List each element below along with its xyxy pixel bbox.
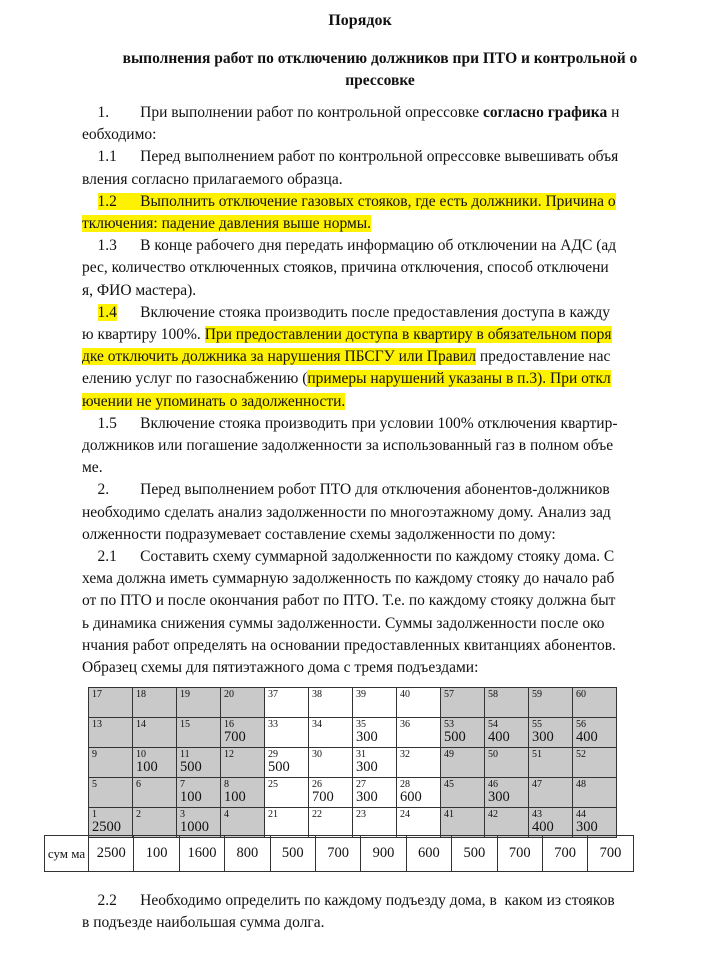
apartment-number: 10 [136,749,146,760]
grid-cell [529,688,573,718]
grid-cell [397,718,441,748]
apartment-number: 37 [268,689,278,700]
apartment-number: 6 [136,779,141,790]
grid-cell [265,748,309,778]
apartment-number: 11 [180,749,190,760]
apartment-number: 26 [312,779,322,790]
text-line [82,102,619,124]
apartment-number: 27 [356,779,366,790]
apartment-number: 55 [532,719,542,730]
apartment-number: 46 [488,779,498,790]
text-line [82,368,611,390]
grid-cell [573,808,617,838]
grid-cell [485,808,529,838]
grid-cell [221,688,265,718]
document-title: Порядок [328,12,392,29]
grid-cell [309,808,353,838]
debt-amount: 700 [224,729,246,745]
sum-cell: 700 [497,836,542,872]
text-line [82,479,610,501]
sum-cell: 700 [315,836,360,872]
grid-cell [133,808,177,838]
apartment-number: 8 [224,779,229,790]
grid-cell [485,748,529,778]
grid-cell [133,688,177,718]
apartment-number: 34 [312,719,322,730]
text-run: необходимо сделать анализ задолженности по многоэтажному дому. Анализ зад [82,504,611,521]
text-line [82,346,610,368]
text-line [82,413,618,435]
text-line [82,191,616,213]
apartment-number: 15 [180,719,190,730]
grid-cell [573,778,617,808]
grid-cell [441,778,485,808]
grid-cell [265,808,309,838]
grid-cell [89,748,133,778]
debt-amount: 400 [576,729,598,745]
apartment-number: 5 [92,779,97,790]
apartment-number: 53 [444,719,454,730]
grid-cell [529,748,573,778]
grid-cell [221,718,265,748]
apartment-number: 25 [268,779,278,790]
highlighted-text: При предоставлении доступа в квартиру в обязательном поря [204,326,612,343]
highlighted-text: 1.2 Выполнить отключение газовых стояков, где есть должники. Причина о [97,193,616,210]
apartment-number: 56 [576,719,586,730]
text-line [82,213,371,235]
debt-amount: 300 [576,819,598,835]
sum-cell: 800 [225,836,270,872]
text-line [82,302,610,324]
apartment-number: 17 [92,689,102,700]
highlighted-text: тключения: падение давления выше нормы. [82,215,372,232]
text-line [82,280,196,302]
subtitle-line-1: выполнения работ по отключению должников при ПТО и контрольной о [122,50,638,67]
grid-cell [573,748,617,778]
grid-cell [441,748,485,778]
text-line [82,146,618,168]
grid-cell [397,808,441,838]
grid-cell [485,778,529,808]
debt-amount: 100 [136,759,158,775]
sum-cell: 700 [588,836,633,872]
sum-cell: 600 [406,836,451,872]
debt-amount: 500 [444,729,466,745]
apartment-number: 57 [444,689,454,700]
text-line [82,657,478,679]
apartment-number: 60 [576,689,586,700]
grid-cell [573,718,617,748]
sum-cell: 500 [452,836,497,872]
debt-amount: 300 [356,789,378,805]
apartment-number: 14 [136,719,146,730]
text-run: н [607,104,620,121]
grid-cell [353,808,397,838]
grid-cell [133,718,177,748]
grid-row [89,778,617,808]
apartment-number: 58 [488,689,498,700]
grid-cell [529,808,573,838]
sum-cell: 700 [542,836,587,872]
apartment-number: 2 [136,809,141,820]
apartment-number: 54 [488,719,498,730]
apartment-number: 42 [488,809,498,820]
apartment-number: 51 [532,749,542,760]
debt-amount: 600 [400,789,422,805]
highlighted-text: примеры нарушений указаны в п.3). При откл [307,370,611,387]
apartment-number: 24 [400,809,410,820]
apartment-number: 31 [356,749,366,760]
text-run [82,193,98,210]
text-run: 2.1 Составить схему суммарной задолженности по каждому стояку дома. С [82,548,615,565]
grid-cell [309,778,353,808]
grid-cell [397,748,441,778]
text-run: олженности подразумевает составление схемы задолженности по дому: [82,526,556,543]
text-run: хема должна иметь суммарную задолженность по каждому стояку до начало раб [82,570,615,587]
text-run: ме. [82,459,103,476]
debt-amount: 400 [488,729,510,745]
sums-row [45,836,634,872]
text-run: нчания работ определять на основании предоставленных квитанциях абонентов. [82,637,616,654]
text-run: предоставление нас [475,348,611,365]
text-line [82,568,614,590]
debt-amount: 100 [180,789,202,805]
apartment-number: 22 [312,809,322,820]
apartment-number: 7 [180,779,185,790]
debt-amount: 2500 [92,819,121,835]
grid-cell [177,688,221,718]
debt-amount: 1000 [180,819,209,835]
text-line [82,435,613,457]
grid-cell [265,688,309,718]
grid-cell [485,688,529,718]
apartment-number: 48 [576,779,586,790]
sum-cell: 900 [361,836,406,872]
text-line [82,124,156,146]
apartment-number: 20 [224,689,234,700]
text-run [82,304,98,321]
apartment-number: 49 [444,749,454,760]
sum-cell: 1600 [179,836,224,872]
grid-cell [529,778,573,808]
document-subtitle [60,48,700,92]
text-line [82,169,343,191]
apartment-number: 9 [92,749,97,760]
text-run: Включение стояка производить после предоставления доступа в кажду [116,304,611,321]
grid-cell [485,718,529,748]
apartment-number: 33 [268,719,278,730]
grid-cell [397,688,441,718]
grid-cell [89,808,133,838]
grid-cell [441,808,485,838]
apartment-number: 36 [400,719,410,730]
apartment-number: 28 [400,779,410,790]
apartment-number: 50 [488,749,498,760]
grid-cell [529,718,573,748]
footer-line-1: 2.2 Необходимо определить по каждому подъезду дома, в каком из стояков [82,892,615,909]
apartment-number: 40 [400,689,410,700]
highlighted-text: 1.4 [97,304,117,321]
text-run: Образец схемы для пятиэтажного дома с тремя подъездами: [82,659,479,676]
grid-cell [89,778,133,808]
debt-amount: 300 [356,729,378,745]
grid-row [89,748,617,778]
highlighted-text: дке отключить должника за нарушения ПБСГУ или Правил [82,348,476,365]
apartment-number: 41 [444,809,454,820]
apartment-number: 35 [356,719,366,730]
apartment-number: 29 [268,749,278,760]
apartment-number: 12 [224,749,234,760]
apartment-number: 16 [224,719,234,730]
apartment-number: 39 [356,689,366,700]
grid-cell [265,778,309,808]
text-run: я, ФИО мастера). [82,282,197,299]
grid-cell [133,748,177,778]
grid-cell [353,688,397,718]
grid-cell [221,808,265,838]
text-run: вления согласно прилагаемого образца. [82,171,343,188]
subtitle-line-2: прессовке [345,72,415,89]
debt-amount: 300 [488,789,510,805]
debt-sums-row [44,835,634,872]
text-run: 1.5 Включение стояка производить при условии 100% отключения квартир- [82,415,618,432]
grid-row [89,808,617,838]
text-run: должников или погашение задолженности за использованный газ в полном объе [82,437,614,454]
grid-row [89,718,617,748]
apartment-number: 32 [400,749,410,760]
sums-label: сум ма [45,836,89,872]
apartment-number: 52 [576,749,586,760]
grid-cell [177,748,221,778]
text-run: 1. При выполнении работ по контрольной опрессовке [82,104,483,121]
apartment-number: 59 [532,689,542,700]
grid-cell [89,688,133,718]
debt-amount: 300 [356,759,378,775]
debt-amount: 300 [532,729,554,745]
text-run: рес, количество отключенных стояков, причина отключения, способ отключени [82,259,609,276]
text-run: 1.1 Перед выполнением работ по контрольной опрессовке вывешивать объя [82,148,619,165]
text-run: ь динамика снижения суммы задолженности. Суммы задолженности после око [82,615,605,632]
debt-amount: 700 [312,789,334,805]
grid-cell [353,718,397,748]
apartment-number: 44 [576,809,586,820]
text-line [82,613,605,635]
grid-cell [573,688,617,718]
text-run: от по ПТО и после окончания работ по ПТО. Т.е. по каждому стояку должна быт [82,592,616,609]
grid-cell [353,778,397,808]
sum-cell: 500 [270,836,315,872]
text-run: елению услуг по газоснабжению ( [82,370,308,387]
grid-cell [265,718,309,748]
apartment-number: 3 [180,809,185,820]
text-run: ю квартиру 100%. [82,326,205,343]
apartment-number: 19 [180,689,190,700]
sum-cell: 100 [134,836,179,872]
apartment-number: 45 [444,779,454,790]
debt-scheme-grid [88,687,617,838]
grid-cell [221,778,265,808]
grid-cell [309,718,353,748]
apartment-number: 38 [312,689,322,700]
apartment-number: 21 [268,809,278,820]
grid-cell [441,718,485,748]
text-line [82,257,609,279]
apartment-number: 43 [532,809,542,820]
grid-cell [89,718,133,748]
grid-cell [177,718,221,748]
text-line [82,502,611,524]
debt-amount: 500 [268,759,290,775]
text-line [82,391,345,413]
apartment-number: 30 [312,749,322,760]
apartment-number: 13 [92,719,102,730]
apartment-number: 1 [92,809,97,820]
grid-cell [309,748,353,778]
grid-row [89,688,617,718]
apartment-number: 23 [356,809,366,820]
footer-line-2: в подъезде наибольшая сумма долга. [82,914,325,931]
text-line [82,235,616,257]
bold-text: согласно графика [482,104,608,121]
text-line [82,546,614,568]
debt-amount: 100 [224,789,246,805]
text-line [82,457,103,479]
apartment-number: 47 [532,779,542,790]
text-line [82,590,615,612]
grid-cell [309,688,353,718]
highlighted-text: ючении не упоминать о задолженности. [82,393,346,410]
sum-cell: 2500 [89,836,134,872]
grid-cell [177,778,221,808]
text-run: еобходимо: [82,126,157,143]
grid-cell [177,808,221,838]
text-line [82,324,612,346]
grid-cell [397,778,441,808]
grid-cell [353,748,397,778]
debt-amount: 500 [180,759,202,775]
text-line [82,524,556,546]
text-line [82,635,616,657]
grid-cell [441,688,485,718]
grid-cell [221,748,265,778]
apartment-number: 4 [224,809,229,820]
text-run: 1.3 В конце рабочего дня передать информацию об отключении на АДС (ад [82,237,617,254]
apartment-number: 18 [136,689,146,700]
grid-cell [133,778,177,808]
debt-amount: 400 [532,819,554,835]
text-run: 2. Перед выполнением робот ПТО для отключения абонентов-должников [82,481,610,498]
